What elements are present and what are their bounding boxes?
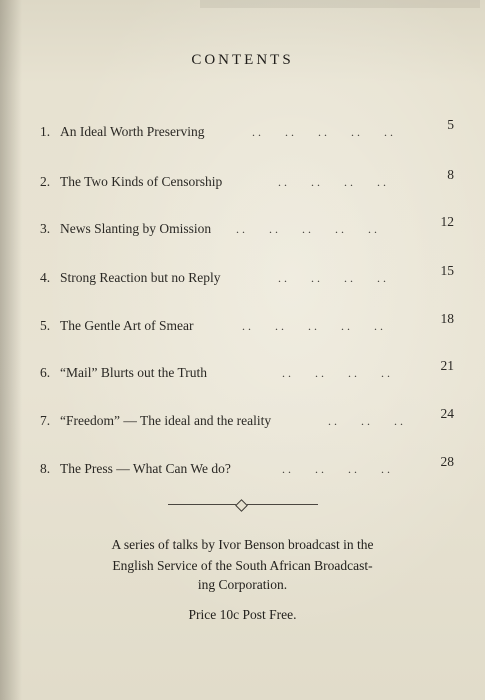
leader-dots: . . . . . . . .: [278, 175, 386, 189]
toc-entry-page: 12: [440, 214, 454, 229]
toc-entry-number: 7.: [40, 413, 51, 428]
leader-dots: . . . . . . . . . .: [252, 125, 393, 139]
toc-entry-page: 5: [447, 117, 454, 132]
toc-entry-title: News Slanting by Omission: [60, 221, 212, 236]
footer-description-line: English Service of the South African Broadcast-: [112, 558, 373, 573]
toc-entry: [40, 167, 454, 192]
footer-price: Price 10c Post Free.: [188, 607, 297, 622]
footer-description-line: A series of talks by Ivor Benson broadcast in the: [111, 537, 374, 552]
toc-entry-page: 18: [440, 311, 454, 326]
leader-dots: . . . . . . . .: [278, 271, 386, 285]
toc-entry-title: Strong Reaction but no Reply: [60, 270, 221, 285]
toc-entry-title: The Two Kinds of Censorship: [60, 174, 223, 189]
toc-entry: [40, 311, 454, 336]
toc-entry: [40, 454, 454, 479]
toc-entry-number: 6.: [40, 365, 51, 380]
toc-entry-number: 4.: [40, 270, 51, 285]
toc-entry: [40, 214, 454, 239]
page-edge-shadow: [0, 0, 22, 700]
toc-entry-title: “Mail” Blurts out the Truth: [60, 365, 208, 380]
toc-entry-title: An Ideal Worth Preserving: [60, 124, 205, 139]
ornament-diamond: [235, 499, 248, 512]
toc-entry: [40, 406, 454, 431]
leader-dots: . . . . . . . . . .: [236, 222, 377, 236]
toc-entry: [40, 358, 454, 383]
toc-entry-number: 8.: [40, 461, 51, 476]
toc-entry-title: “Freedom” — The ideal and the reality: [60, 413, 272, 428]
footer-description-line: ing Corporation.: [197, 577, 288, 592]
ornament-rule-right: [247, 504, 318, 505]
toc-entry-number: 1.: [40, 124, 51, 139]
leader-dots: . . . . . . . .: [282, 462, 390, 476]
toc-entry-page: 28: [440, 454, 454, 469]
ornament-rule-left: [168, 504, 236, 505]
bleed-through-text: [200, 0, 480, 8]
toc-entry-title: The Gentle Art of Smear: [60, 318, 194, 333]
ornament-divider: [168, 500, 318, 510]
toc-entry-page: 24: [440, 406, 454, 421]
toc-entry: [40, 117, 454, 142]
toc-entry-number: 2.: [40, 174, 51, 189]
toc-entry-number: 3.: [40, 221, 51, 236]
leader-dots: . . . . . . . . . .: [242, 319, 383, 333]
toc-entry-title: The Press — What Can We do?: [60, 461, 231, 476]
leader-dots: . . . . . . . .: [282, 366, 390, 380]
contents-heading: CONTENTS: [191, 52, 294, 68]
toc-entry-number: 5.: [40, 318, 51, 333]
toc-entry: [40, 263, 454, 288]
toc-entry-page: 21: [440, 358, 454, 373]
toc-entry-page: 8: [447, 167, 454, 182]
toc-entry-page: 15: [440, 263, 454, 278]
leader-dots: . . . . . .: [328, 414, 403, 428]
